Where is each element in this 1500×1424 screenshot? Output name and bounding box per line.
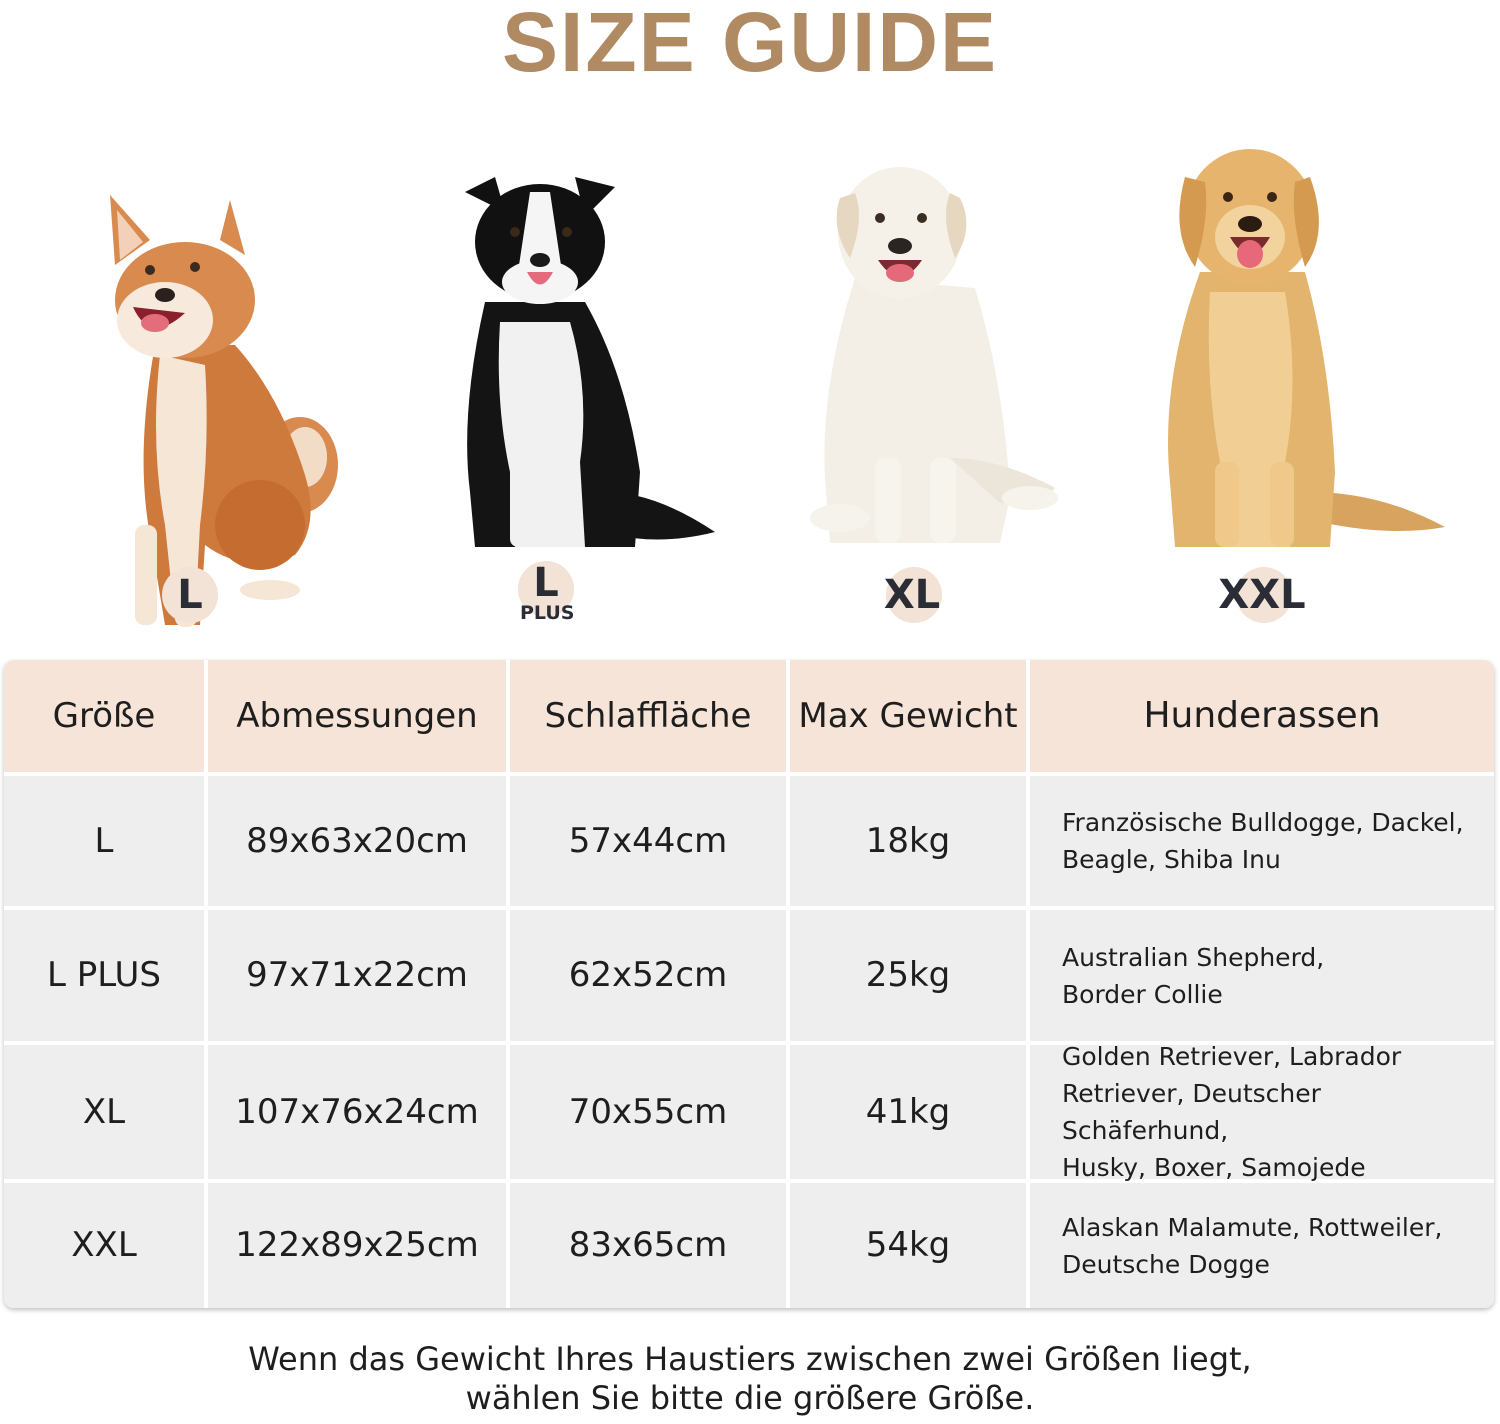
breed-line: Husky, Boxer, Samojede — [1062, 1153, 1366, 1182]
dog-gallery — [0, 120, 1500, 640]
size-label-l-plus: L — [533, 560, 559, 606]
header-sleeping-area: Schlaffläche — [510, 660, 786, 772]
row-xxl-max-weight: 54kg — [790, 1183, 1026, 1308]
page-title: SIZE GUIDE — [501, 0, 999, 89]
breed-line: Beagle, Shiba Inu — [1062, 845, 1281, 874]
shiba-inu-dog-image — [95, 195, 345, 635]
labrador-dog-image — [800, 158, 1065, 553]
row-l-dimensions: 89x63x20cm — [208, 776, 506, 906]
breed-line: Alaskan Malamute, Rottweiler, — [1062, 1212, 1443, 1242]
size-label-plus-suffix: PLUS — [520, 602, 575, 624]
breed-line: Retriever, Deutscher Schäferhund, — [1062, 1079, 1321, 1145]
row-l-plus-dimensions: 97x71x22cm — [208, 910, 506, 1041]
breed-line: Golden Retriever, Labrador — [1062, 1042, 1402, 1071]
breed-line: Französische Bulldogge, Dackel, — [1062, 808, 1464, 837]
advice-line-1: Wenn das Gewicht Ihres Haustiers zwischen zwei Größen liegt, — [248, 1340, 1252, 1378]
row-xl-max-weight: 41kg — [790, 1045, 1026, 1179]
row-xl-breeds — [1030, 1042, 1494, 1182]
row-xxl-breeds — [1030, 1183, 1494, 1308]
size-label-l: L — [177, 572, 203, 618]
size-table — [4, 660, 1494, 1308]
row-xxl-sleeping-area: 83x65cm — [510, 1183, 786, 1308]
breed-line: Australian Shepherd, — [1062, 942, 1325, 972]
breed-line: Deutsche Dogge — [1062, 1249, 1270, 1279]
row-xxl-dimensions: 122x89x25cm — [208, 1183, 506, 1308]
breed-line: Border Collie — [1062, 979, 1223, 1009]
golden-retriever-dog-image — [1160, 142, 1450, 552]
size-label-xxl: XXL — [1218, 572, 1306, 618]
row-xl-size: XL — [4, 1045, 204, 1179]
row-l-plus-size: L PLUS — [4, 910, 204, 1041]
row-l-plus-breeds — [1030, 910, 1494, 1041]
border-collie-dog-image — [455, 172, 725, 552]
header-max-weight: Max Gewicht — [790, 660, 1026, 772]
row-l-sleeping-area: 57x44cm — [510, 776, 786, 906]
row-xl-sleeping-area: 70x55cm — [510, 1045, 786, 1179]
advice-line-2: wählen Sie bitte die größere Größe. — [465, 1379, 1035, 1417]
row-l-size: L — [4, 776, 204, 906]
row-xl-dimensions: 107x76x24cm — [208, 1045, 506, 1179]
row-l-max-weight: 18kg — [790, 776, 1026, 906]
header-size: Größe — [4, 660, 204, 772]
row-l-plus-max-weight: 25kg — [790, 910, 1026, 1041]
size-advice-note — [0, 1340, 1500, 1418]
header-dimensions: Abmessungen — [208, 660, 506, 772]
header-breeds: Hunderassen — [1030, 660, 1494, 772]
row-l-plus-sleeping-area: 62x52cm — [510, 910, 786, 1041]
size-label-xl: XL — [883, 572, 941, 618]
row-l-breeds — [1030, 776, 1494, 906]
row-xxl-size: XXL — [4, 1183, 204, 1308]
